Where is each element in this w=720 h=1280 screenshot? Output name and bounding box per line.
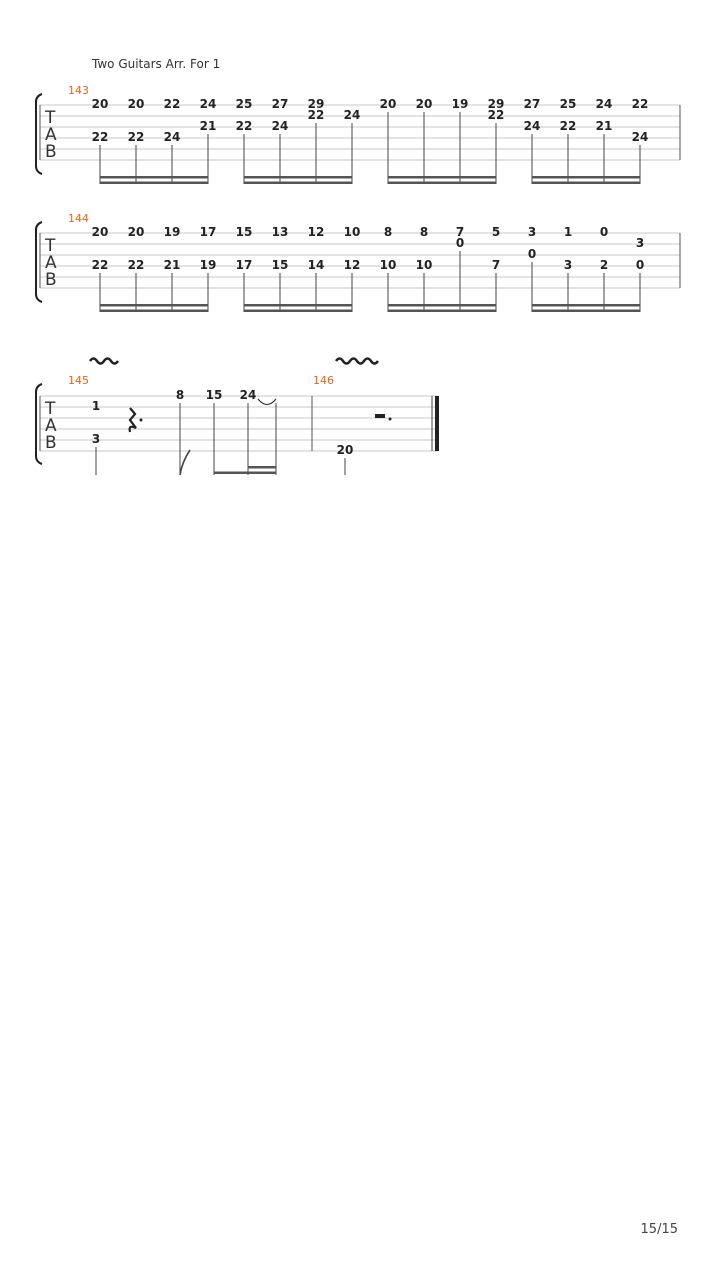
fret-number: 8 <box>175 388 185 402</box>
tab-clef-b: B <box>45 270 57 290</box>
fret-number: 1 <box>91 399 101 413</box>
tie-mark <box>258 399 276 405</box>
fret-number: 0 <box>599 225 609 239</box>
fret-number: 3 <box>635 236 645 250</box>
fret-number: 3 <box>563 258 573 272</box>
song-title: Two Guitars Arr. For 1 <box>92 57 221 71</box>
fret-number: 0 <box>455 236 465 250</box>
fret-number: 3 <box>91 432 101 446</box>
fret-number: 25 <box>235 97 253 111</box>
fret-number: 13 <box>271 225 289 239</box>
measure-number-145: 145 <box>68 374 89 387</box>
rest-dot <box>140 419 143 422</box>
fret-number: 21 <box>595 119 613 133</box>
fret-number: 10 <box>415 258 433 272</box>
fret-number: 19 <box>451 97 469 111</box>
fret-number: 24 <box>631 130 649 144</box>
fret-number: 19 <box>163 225 181 239</box>
note-row-third <box>528 247 536 261</box>
fret-number: 22 <box>235 119 253 133</box>
vibrato-mark <box>336 359 378 364</box>
fret-number: 17 <box>235 258 253 272</box>
measure-number-144: 144 <box>68 212 89 225</box>
fret-number: 0 <box>527 247 537 261</box>
fret-number: 14 <box>307 258 325 272</box>
tab-clef-a: A <box>45 253 57 273</box>
half-rest <box>375 414 385 418</box>
note-row-bottom <box>92 258 645 272</box>
fret-number: 24 <box>523 119 541 133</box>
fret-number: 0 <box>635 258 645 272</box>
fret-number: 12 <box>307 225 325 239</box>
note-row-top <box>92 97 649 111</box>
note-row-second <box>200 119 613 133</box>
tab-clef-a: A <box>45 416 57 436</box>
fret-number: 7 <box>455 225 465 239</box>
tab-clef-t: T <box>45 236 56 256</box>
fret-number: 24 <box>343 108 361 122</box>
fret-number: 24 <box>271 119 289 133</box>
beams <box>100 304 640 312</box>
fret-number: 29 <box>307 97 325 111</box>
tab-clef-b: B <box>45 433 57 453</box>
tab-clef-b: B <box>45 142 57 162</box>
fret-number: 22 <box>91 130 109 144</box>
fret-number: 24 <box>595 97 613 111</box>
note-stems <box>100 251 640 312</box>
fret-number: 10 <box>343 225 361 239</box>
fret-number: 12 <box>343 258 361 272</box>
fret-number: 3 <box>527 225 537 239</box>
measure-number-143: 143 <box>68 84 89 97</box>
tab-clef-a: A <box>45 125 57 145</box>
beams <box>214 466 276 474</box>
fret-number: 24 <box>239 388 257 402</box>
tab-clef-t: T <box>45 108 56 128</box>
fret-number: 22 <box>127 258 145 272</box>
tab-system-1 <box>36 84 680 184</box>
fret-number: 20 <box>379 97 397 111</box>
note-row-top <box>92 225 609 239</box>
fret-number: 20 <box>127 225 145 239</box>
tab-system-3 <box>36 359 439 476</box>
fret-number: 5 <box>491 225 501 239</box>
vibrato-mark <box>90 359 118 364</box>
fret-number: 20 <box>91 97 109 111</box>
tab-system-2 <box>36 212 680 312</box>
fret-number: 24 <box>199 97 217 111</box>
fret-number: 20 <box>127 97 145 111</box>
fret-number: 22 <box>91 258 109 272</box>
fret-number: 2 <box>599 258 609 272</box>
system-bracket <box>36 222 42 302</box>
note-row-second <box>456 236 644 250</box>
fret-number: 20 <box>415 97 433 111</box>
fret-number: 21 <box>163 258 181 272</box>
fret-number: 15 <box>271 258 289 272</box>
fret-number: 22 <box>631 97 649 111</box>
fret-number: 25 <box>559 97 577 111</box>
fret-number: 8 <box>383 225 393 239</box>
fret-number: 22 <box>559 119 577 133</box>
system-bracket <box>36 94 42 174</box>
fret-number: 15 <box>235 225 253 239</box>
fret-number: 22 <box>127 130 145 144</box>
fret-number: 29 <box>487 97 505 111</box>
fret-number: 20 <box>336 443 354 457</box>
fret-number: 22 <box>163 97 181 111</box>
fret-number: 7 <box>491 258 501 272</box>
beams <box>100 176 640 184</box>
fret-number: 21 <box>199 119 217 133</box>
note-row-mid <box>308 108 505 122</box>
measure-number-146: 146 <box>313 374 334 387</box>
fret-number: 24 <box>163 130 181 144</box>
fret-number: 27 <box>271 97 289 111</box>
fret-number: 10 <box>379 258 397 272</box>
fret-number: 27 <box>523 97 541 111</box>
fret-number: 1 <box>563 225 573 239</box>
rest-dot <box>389 418 392 421</box>
fret-number: 19 <box>199 258 217 272</box>
quarter-rest <box>130 408 136 432</box>
fret-number: 22 <box>307 108 325 122</box>
page-number: 15/15 <box>640 1222 678 1237</box>
fret-number: 22 <box>487 108 505 122</box>
fret-number: 15 <box>205 388 223 402</box>
fret-number: 8 <box>419 225 429 239</box>
fret-number: 17 <box>199 225 217 239</box>
fret-number: 20 <box>91 225 109 239</box>
note-stems <box>96 403 345 475</box>
tab-clef-t: T <box>45 399 56 419</box>
final-barline-thick <box>435 396 439 451</box>
eighth-flag <box>180 450 190 475</box>
